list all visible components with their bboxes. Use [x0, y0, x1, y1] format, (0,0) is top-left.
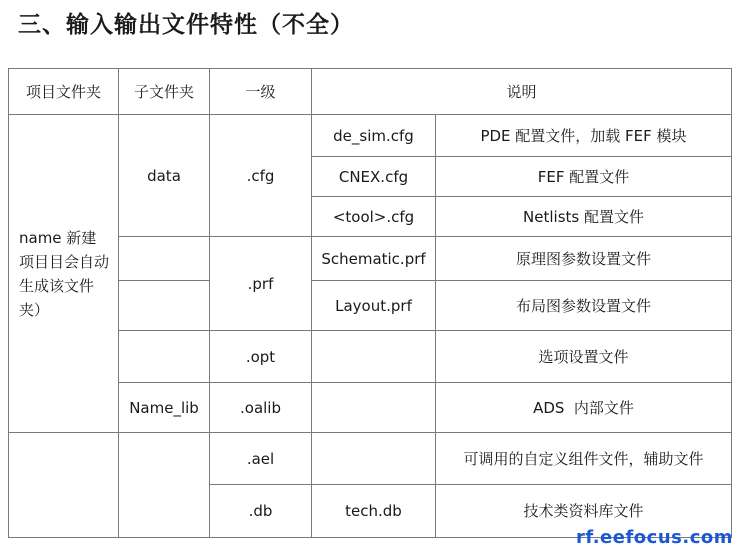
file-layout: Layout.prf — [312, 281, 436, 331]
empty-cell — [119, 237, 210, 281]
project-folder-line: 项目目会自动 — [19, 252, 110, 271]
desc-cnex: FEF 配置文件 — [436, 157, 732, 197]
section-heading: 三、输入输出文件特性（不全） — [18, 12, 354, 38]
ext-oalib: .oalib — [210, 383, 312, 433]
empty-cell — [9, 433, 119, 538]
desc-de-sim: PDE 配置文件，加载 FEF 模块 — [436, 115, 732, 157]
empty-cell — [312, 383, 436, 433]
table-row — [9, 115, 732, 157]
empty-cell — [312, 433, 436, 485]
desc-oalib: ADS 内部文件 — [436, 383, 732, 433]
desc-schematic: 原理图参数设置文件 — [436, 237, 732, 281]
desc-ael: 可调用的自定义组件文件，辅助文件 — [436, 433, 732, 485]
project-folder-line: 夹） — [19, 300, 50, 319]
desc-layout: 布局图参数设置文件 — [436, 281, 732, 331]
project-folder-line: 生成该文件 — [19, 276, 95, 295]
subfolder-data: data — [119, 115, 210, 237]
desc-opt: 选项设置文件 — [436, 331, 732, 383]
subfolder-name-lib: Name_lib — [119, 383, 210, 433]
ext-ael: .ael — [210, 433, 312, 485]
empty-cell — [119, 281, 210, 331]
file-characteristics-table — [8, 68, 732, 538]
table-header-row — [9, 69, 732, 115]
project-folder-cell — [9, 115, 119, 433]
file-de-sim: de_sim.cfg — [312, 115, 436, 157]
file-tech: tech.db — [312, 485, 436, 538]
file-tool: <tool>.cfg — [312, 197, 436, 237]
header-project-folder: 项目文件夹 — [9, 69, 119, 115]
empty-cell — [312, 331, 436, 383]
header-subfolder: 子文件夹 — [119, 69, 210, 115]
watermark: rf.eefocus.com — [575, 527, 733, 548]
desc-db: 技术类资料库文件 — [436, 485, 732, 538]
header-description: 说明 — [312, 69, 732, 115]
table-row — [9, 433, 732, 485]
ext-cfg: .cfg — [210, 115, 312, 237]
file-schematic: Schematic.prf — [312, 237, 436, 281]
header-level1: 一级 — [210, 69, 312, 115]
ext-db: .db — [210, 485, 312, 538]
ext-prf: .prf — [210, 237, 312, 331]
ext-opt: .opt — [210, 331, 312, 383]
desc-tool: Netlists 配置文件 — [436, 197, 732, 237]
empty-cell — [119, 331, 210, 383]
project-folder-line: name 新建 — [19, 228, 97, 247]
file-cnex: CNEX.cfg — [312, 157, 436, 197]
empty-cell — [119, 433, 210, 538]
